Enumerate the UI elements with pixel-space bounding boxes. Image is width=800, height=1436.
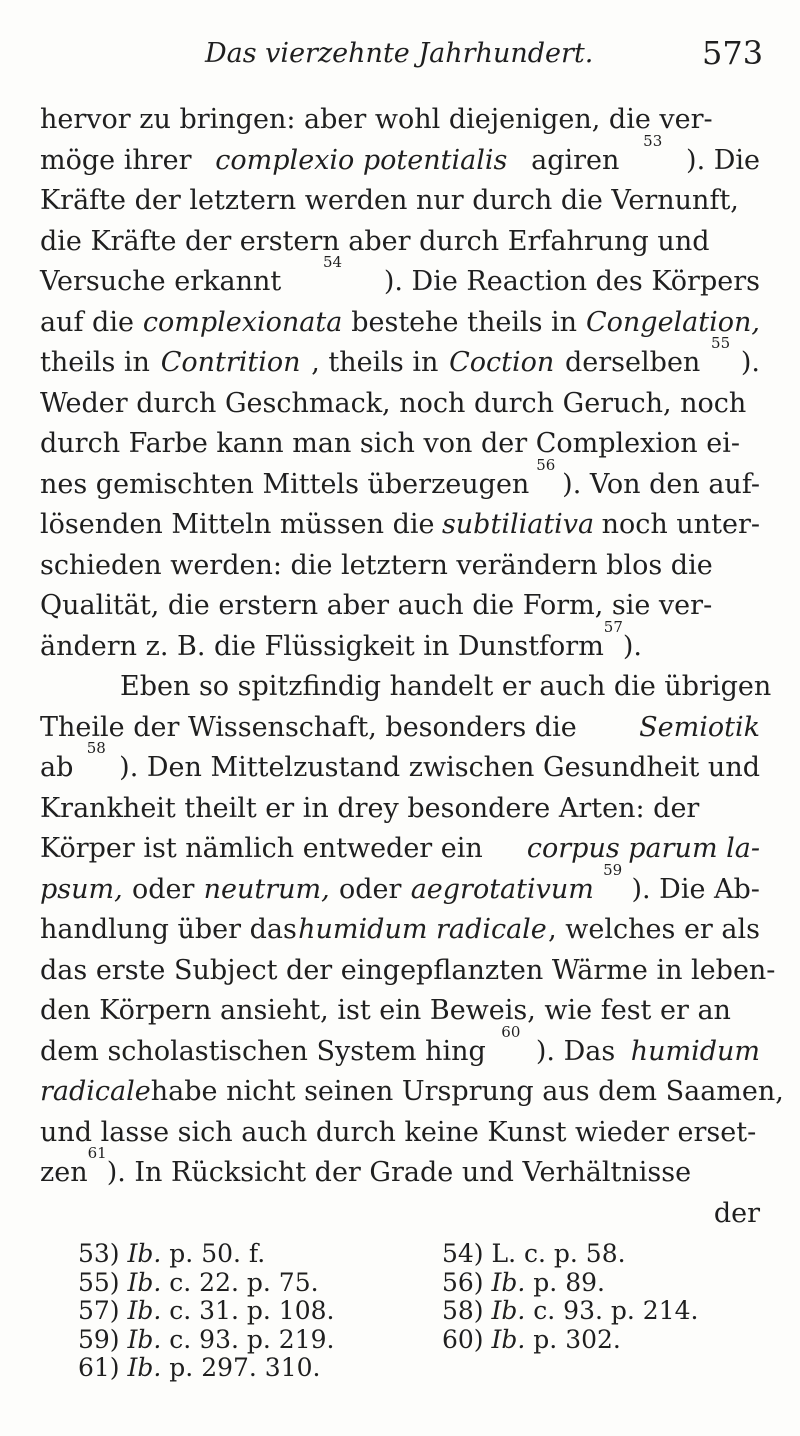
- text-line: [40, 455, 760, 506]
- text-run: ). Von den auf-: [562, 468, 760, 500]
- text-run: der: [713, 1197, 760, 1229]
- text-run: p. 297. 310.: [161, 1353, 321, 1382]
- text-run: theils in: [40, 347, 150, 378]
- text-run: agiren: [531, 144, 620, 176]
- text-run: bestehe theils in: [351, 306, 578, 338]
- page-header: [0, 34, 800, 82]
- text-run: 57): [78, 1296, 128, 1325]
- text-run: Ib.: [127, 1353, 162, 1382]
- footnote-marker: 60: [501, 1022, 521, 1041]
- text-run: ). Die Ab-: [631, 873, 760, 905]
- text-run: Congelation,: [585, 306, 760, 338]
- text-run: oder: [339, 873, 402, 905]
- text-run: zen: [40, 1157, 88, 1188]
- footnote: [78, 1297, 334, 1326]
- text-line: [40, 1113, 760, 1154]
- text-line: [40, 505, 760, 546]
- text-run: 56): [442, 1267, 492, 1297]
- text-run: complexio potentialis: [215, 144, 508, 176]
- text-run: derselben: [565, 347, 701, 378]
- text-run: ). Den Mittelzustand zwischen Gesundheit und: [119, 752, 760, 783]
- text-run: Kräfte der letztern werden nur durch die Vernunft,: [40, 185, 739, 216]
- text-run: noch unter-: [601, 509, 760, 540]
- text-run: ).: [740, 347, 760, 378]
- text-run: Ib.: [127, 1239, 162, 1268]
- text-line: [40, 1194, 760, 1235]
- text-run: Contrition: [160, 347, 301, 378]
- text-line: [40, 131, 760, 182]
- text-run: corpus parum la-: [526, 833, 760, 864]
- text-run: Semiotik: [639, 711, 760, 743]
- page-number: 573: [702, 34, 764, 72]
- text-run: auf die: [40, 306, 134, 338]
- footnote: [78, 1354, 334, 1383]
- text-run: , theils in: [311, 347, 439, 378]
- text-run: 55): [78, 1267, 128, 1297]
- text-run: schieden werden: die letztern verändern blos die: [40, 549, 713, 581]
- running-title: Das vierzehnte Jahrhundert.: [205, 38, 594, 69]
- footnote: [442, 1240, 698, 1269]
- footnote-marker: 59: [603, 860, 623, 879]
- footnote: [78, 1240, 334, 1269]
- text-run: p. 50. f.: [161, 1239, 266, 1268]
- text-line: [40, 951, 776, 992]
- text-line: [40, 708, 760, 749]
- text-line: [40, 303, 760, 344]
- text-run: Ib.: [127, 1267, 162, 1297]
- text-run: Ib.: [491, 1324, 526, 1354]
- text-run: Krankheit theilt er in drey besondere Arten: der: [40, 792, 700, 824]
- text-run: hervor zu bringen: aber wohl diejenigen, die ver-: [40, 104, 713, 135]
- text-run: 61): [78, 1353, 128, 1382]
- footnote: [442, 1297, 698, 1326]
- footnote-marker: 56: [536, 455, 556, 474]
- text-line: [40, 222, 760, 263]
- text-run: oder: [131, 873, 195, 905]
- text-run: ). Die: [686, 144, 760, 176]
- text-run: lösenden Mitteln müssen die: [40, 509, 435, 540]
- text-line: [40, 789, 760, 830]
- text-run: Ib.: [127, 1324, 162, 1354]
- text-run: 58): [442, 1296, 492, 1325]
- text-run: neutrum,: [203, 873, 330, 905]
- text-run: ab: [40, 752, 74, 783]
- text-run: humidum: [630, 1035, 760, 1067]
- text-run: 60): [442, 1324, 492, 1354]
- footnote-marker: 61: [87, 1144, 107, 1162]
- text-run: c. 31. p. 108.: [161, 1296, 335, 1325]
- text-run: radicale: [40, 1076, 151, 1107]
- footnote: [78, 1269, 334, 1298]
- footnote: [78, 1326, 334, 1355]
- text-run: p. 302.: [525, 1324, 621, 1354]
- footnote-marker: 54: [322, 253, 343, 271]
- text-line: [40, 860, 760, 911]
- footnote-marker: 53: [643, 131, 663, 150]
- text-line: [40, 1022, 760, 1073]
- text-line: [40, 181, 760, 222]
- text-run: das erste Subject der eingepflanzten Wärme in leben-: [40, 954, 776, 986]
- text-run: 54) L. c. p. 58.: [442, 1239, 626, 1268]
- text-run: ändern z. B. die Flüssigkeit in Dunstform: [40, 630, 604, 662]
- text-run: dem scholastischen System hing: [40, 1035, 486, 1067]
- text-line: [40, 910, 760, 951]
- text-run: Versuche erkannt: [40, 266, 282, 297]
- text-run: subtiliativa: [441, 509, 595, 540]
- text-run: den Körpern ansieht, ist ein Beweis, wie fest er an: [40, 995, 731, 1026]
- text-run: habe nicht seinen Ursprung aus dem Saamen,: [150, 1076, 784, 1107]
- text-line: [40, 667, 772, 708]
- text-run: ). Das: [535, 1035, 616, 1067]
- text-line: [40, 1144, 760, 1194]
- text-run: aegrotativum: [410, 873, 594, 905]
- text-run: ). In Rücksicht der Grade und Verhältnisse: [106, 1157, 692, 1188]
- text-run: c. 93. p. 214.: [525, 1296, 699, 1325]
- body-text: [40, 100, 784, 1234]
- text-run: Ib.: [491, 1267, 526, 1297]
- text-line: [40, 334, 760, 384]
- footnote-marker: 55: [711, 334, 731, 352]
- text-line: [40, 1072, 784, 1113]
- text-run: die Kräfte der erstern aber durch Erfahrung und: [40, 225, 710, 257]
- text-line: [40, 424, 760, 465]
- text-line: [40, 253, 760, 303]
- text-run: 53): [78, 1239, 128, 1268]
- footnote-marker: 57: [603, 617, 623, 636]
- footnote: [442, 1326, 698, 1355]
- text-run: Ib.: [491, 1296, 526, 1325]
- footnote: [442, 1269, 698, 1298]
- text-line: [40, 739, 760, 789]
- text-run: handlung über das: [40, 914, 297, 945]
- text-run: Coction: [449, 347, 555, 378]
- text-line: [40, 586, 760, 627]
- text-line: [40, 617, 760, 668]
- text-line: [40, 546, 760, 587]
- text-run: p. 89.: [525, 1267, 605, 1297]
- text-run: c. 22. p. 75.: [161, 1267, 319, 1297]
- text-run: Ib.: [127, 1296, 162, 1325]
- text-run: c. 93. p. 219.: [161, 1324, 335, 1354]
- text-run: humidum radicale: [298, 914, 547, 945]
- text-line: [40, 829, 760, 870]
- text-run: Weder durch Geschmack, noch durch Geruch, noch: [40, 387, 747, 419]
- text-run: nes gemischten Mittels überzeugen: [40, 468, 530, 500]
- footnotes-right-column: [442, 1240, 698, 1354]
- text-run: 59): [78, 1324, 128, 1354]
- text-run: durch Farbe kann man sich von der Complexion ei-: [40, 428, 740, 459]
- text-line: [40, 991, 760, 1032]
- text-run: Qualität, die erstern aber auch die Form, sie ver-: [40, 590, 713, 621]
- text-line: [40, 384, 760, 425]
- text-run: ).: [622, 630, 643, 662]
- text-run: psum,: [40, 873, 123, 905]
- text-run: Theile der Wissenschaft, besonders die: [40, 711, 577, 743]
- text-run: und lasse sich auch durch keine Kunst wieder erset-: [40, 1116, 757, 1148]
- text-run: möge ihrer: [40, 144, 192, 176]
- text-run: complexionata: [142, 306, 343, 338]
- text-run: ). Die Reaction des Körpers: [383, 266, 760, 297]
- footnotes-left-column: [78, 1240, 334, 1383]
- footnote-marker: 58: [86, 739, 106, 757]
- text-run: Eben so spitzfindig handelt er auch die übrigen: [120, 671, 772, 702]
- text-run: , welches er als: [548, 914, 760, 945]
- text-run: Körper ist nämlich entweder ein: [40, 833, 483, 864]
